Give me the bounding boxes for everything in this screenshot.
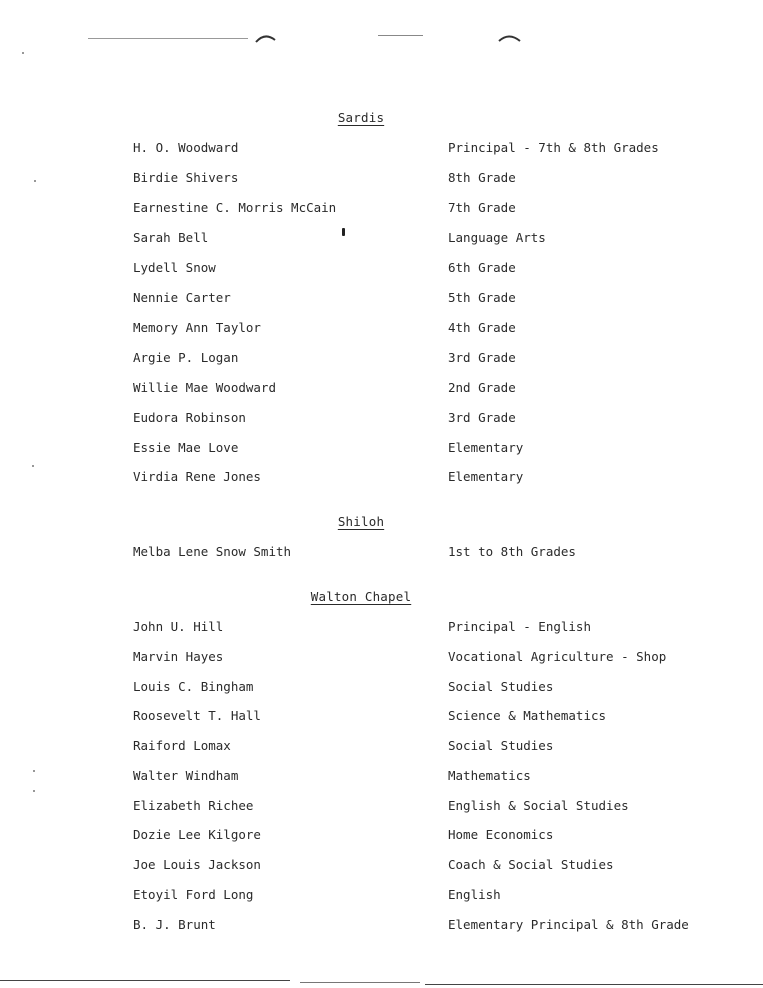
scan-edge-bottom-right	[425, 984, 763, 985]
staff-row	[0, 200, 763, 218]
staff-name: Willie Mae Woodward	[133, 380, 276, 395]
staff-name: Earnestine C. Morris McCain	[133, 200, 337, 215]
staff-row	[0, 887, 763, 905]
scan-edge-bottom-mid	[300, 982, 420, 983]
staff-name: H. O. Woodward	[133, 140, 239, 155]
scan-artifact-top-mid	[378, 35, 423, 36]
staff-row	[0, 679, 763, 697]
staff-row	[0, 649, 763, 667]
scan-speck	[22, 52, 24, 54]
staff-role: English & Social Studies	[448, 798, 629, 813]
staff-role: 1st to 8th Grades	[448, 544, 576, 559]
staff-row	[0, 350, 763, 368]
staff-role: 7th Grade	[448, 200, 516, 215]
staff-role: Principal - English	[448, 619, 591, 634]
staff-role: Vocational Agriculture - Shop	[448, 649, 667, 664]
scan-artifact-arc-2	[498, 32, 522, 44]
staff-name: B. J. Brunt	[133, 917, 216, 932]
staff-row	[0, 917, 763, 935]
scan-speck	[32, 465, 34, 467]
staff-name: Virdia Rene Jones	[133, 469, 261, 484]
staff-role: 2nd Grade	[448, 380, 516, 395]
staff-row	[0, 619, 763, 637]
staff-name: Eudora Robinson	[133, 410, 246, 425]
staff-row	[0, 469, 763, 487]
staff-name: Marvin Hayes	[133, 649, 224, 664]
staff-role: 5th Grade	[448, 290, 516, 305]
section-heading-sardis: Sardis	[337, 110, 385, 125]
staff-role: Coach & Social Studies	[448, 857, 614, 872]
staff-role: Social Studies	[448, 738, 554, 753]
staff-role: Principal - 7th & 8th Grades	[448, 140, 659, 155]
staff-row	[0, 410, 763, 428]
staff-role: 6th Grade	[448, 260, 516, 275]
staff-role: Social Studies	[448, 679, 554, 694]
staff-name: Nennie Carter	[133, 290, 231, 305]
staff-row	[0, 440, 763, 458]
staff-name: Essie Mae Love	[133, 440, 239, 455]
staff-role: 4th Grade	[448, 320, 516, 335]
staff-row	[0, 544, 763, 562]
staff-role: Home Economics	[448, 827, 554, 842]
staff-role: Science & Mathematics	[448, 708, 607, 723]
staff-row	[0, 708, 763, 726]
staff-row	[0, 170, 763, 188]
staff-name: Raiford Lomax	[133, 738, 231, 753]
staff-row	[0, 260, 763, 278]
scan-artifact-top-left	[88, 38, 248, 39]
staff-row	[0, 738, 763, 756]
staff-role: English	[448, 887, 501, 902]
staff-name: Louis C. Bingham	[133, 679, 254, 694]
staff-name: Walter Windham	[133, 768, 239, 783]
staff-row	[0, 140, 763, 158]
staff-name: Sarah Bell	[133, 230, 209, 245]
staff-row	[0, 827, 763, 845]
section-heading-shiloh: Shiloh	[337, 514, 385, 529]
staff-role: 3rd Grade	[448, 410, 516, 425]
staff-name: Birdie Shivers	[133, 170, 239, 185]
staff-role: Mathematics	[448, 768, 531, 783]
staff-name: Etoyil Ford Long	[133, 887, 254, 902]
staff-row	[0, 857, 763, 875]
staff-name: Melba Lene Snow Smith	[133, 544, 292, 559]
section-heading-walton-chapel: Walton Chapel	[310, 589, 412, 604]
scan-speck	[33, 790, 35, 792]
staff-name: Dozie Lee Kilgore	[133, 827, 261, 842]
staff-row	[0, 290, 763, 308]
staff-role: 8th Grade	[448, 170, 516, 185]
staff-row	[0, 798, 763, 816]
staff-row	[0, 768, 763, 786]
staff-name: Lydell Snow	[133, 260, 216, 275]
staff-role: 3rd Grade	[448, 350, 516, 365]
staff-name: Argie P. Logan	[133, 350, 239, 365]
staff-name: Roosevelt T. Hall	[133, 708, 261, 723]
scan-edge-bottom-left	[0, 980, 290, 981]
staff-name: John U. Hill	[133, 619, 224, 634]
scan-artifact-arc-1	[255, 32, 277, 44]
staff-role: Elementary	[448, 440, 524, 455]
staff-name: Elizabeth Richee	[133, 798, 254, 813]
staff-role: Elementary	[448, 469, 524, 484]
staff-row	[0, 380, 763, 398]
staff-name: Memory Ann Taylor	[133, 320, 261, 335]
staff-row	[0, 320, 763, 338]
staff-role: Elementary Principal & 8th Grade	[448, 917, 689, 932]
staff-name: Joe Louis Jackson	[133, 857, 261, 872]
staff-row	[0, 230, 763, 248]
staff-role: Language Arts	[448, 230, 546, 245]
